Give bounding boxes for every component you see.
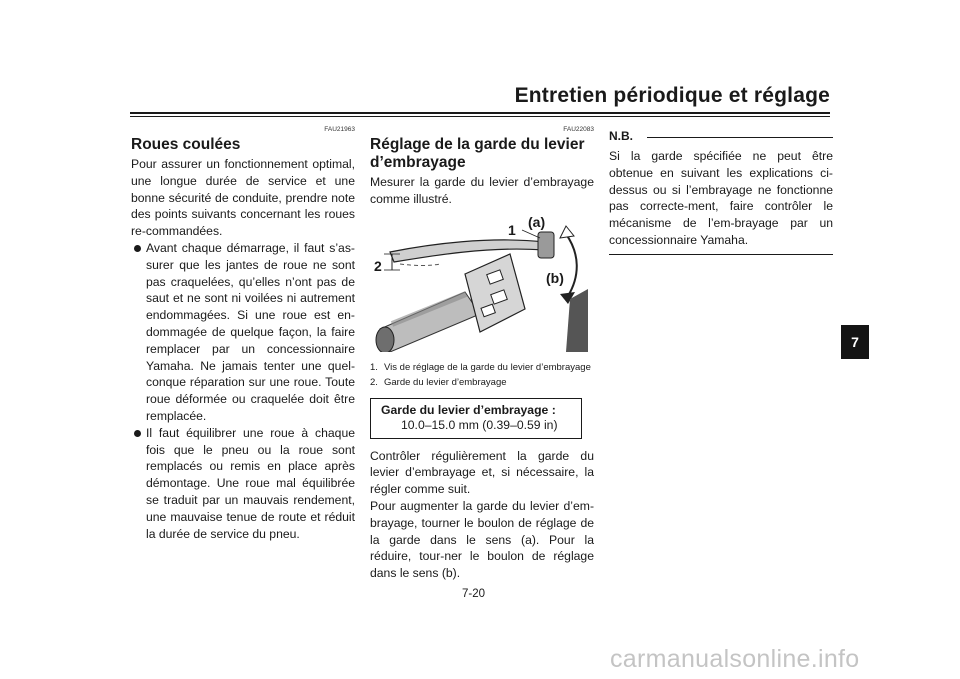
figure-label: 1 [508,221,516,238]
page-title: Entretien périodique et réglage [514,84,830,107]
section-heading: Roues coulées [131,136,241,153]
caption-text: Garde du levier d’embrayage [384,376,507,388]
caption-number: 1. [370,361,378,373]
intro-paragraph: Pour assurer un fonctionnement optimal, une longue durée de service et une bonne sécurité de conduite, prendre note des points suivants concernant les roues re-commandées. [131,157,355,239]
header-rule [130,112,830,114]
caption-text: Vis de réglage de la garde du levier d’embrayage [384,361,591,373]
bullet-item [131,425,355,543]
caption-item [370,362,594,374]
note-label: N.B. [609,129,633,143]
spec-value: 10.0–15.0 mm (0.39–0.59 in) [401,417,558,432]
clutch-lever-illustration [370,214,588,352]
figure-label: (a) [528,213,546,230]
bullet-dot-icon [134,430,141,437]
bullet-text: Avant chaque démarrage, il faut s’as-surer que les jantes de roue ne sont pas craquelées, qu’elles n’ont pas de saut et ne sont ni voilées ni autrement endommagées. Si une roue est en-dommagée de quelque façon, la faire remplacer par un concessionnaire Yamaha. Ne jamais tenter une quel-conque réparation sur une roue. Toute roue déformée ou craquelée doit être remplacée. [146,240,355,423]
section-code: FAU22083 [563,126,594,133]
spec-title: Garde du levier d’embrayage : [381,402,556,417]
note-header [609,126,833,144]
bullet-text: Il faut équilibrer une roue à chaque fois que le pneu ou la roue sont remplacés ou remis en place après démontage. Une roue mal équilibrée se traduit par un mauvais rendement, une mauvaise tenue de route et réduit la durée de service du pneu. [146,425,355,541]
intro-paragraph: Mesurer la garde du levier d’embrayage comme illustré. [370,175,594,206]
chapter-tab: 7 [841,325,869,359]
right-column [609,126,833,255]
bullet-item [131,240,355,425]
middle-column [370,126,594,582]
caption-number: 2. [370,376,378,388]
figure-label: 2 [374,257,382,274]
bullet-dot-icon [134,245,141,252]
watermark: carmanualsonline.info [610,645,860,673]
paragraph: Contrôler régulièrement la garde du levier d’embrayage et, si nécessaire, la régler comme suit. [370,448,594,497]
page-number: 7-20 [462,588,486,600]
figure-captions [370,362,594,389]
paragraph: Pour augmenter la garde du levier d’em-brayage, tourner le boulon de réglage de la garde dans le sens (a). Pour la réduire, tour-ner le boulon de réglage dans le sens (b). [370,498,594,581]
note-rule [647,137,833,138]
note-bottom-rule [609,254,833,255]
figure-label: (b) [546,269,564,286]
left-column [131,126,355,542]
spec-box [370,398,582,439]
section-heading: Réglage de la garde du levier d’embrayage [370,136,585,171]
note-text: Si la garde spécifiée ne peut être obtenue en suivant les explications ci-dessus ou si l’embrayage ne fonctionne pas correcte-ment, faire contrôler le mécanisme de l’em-brayage par un concessionnaire Yamaha. [609,149,833,247]
section-code: FAU21963 [324,126,355,133]
header-rule-thin [130,116,830,117]
caption-item [370,377,594,389]
